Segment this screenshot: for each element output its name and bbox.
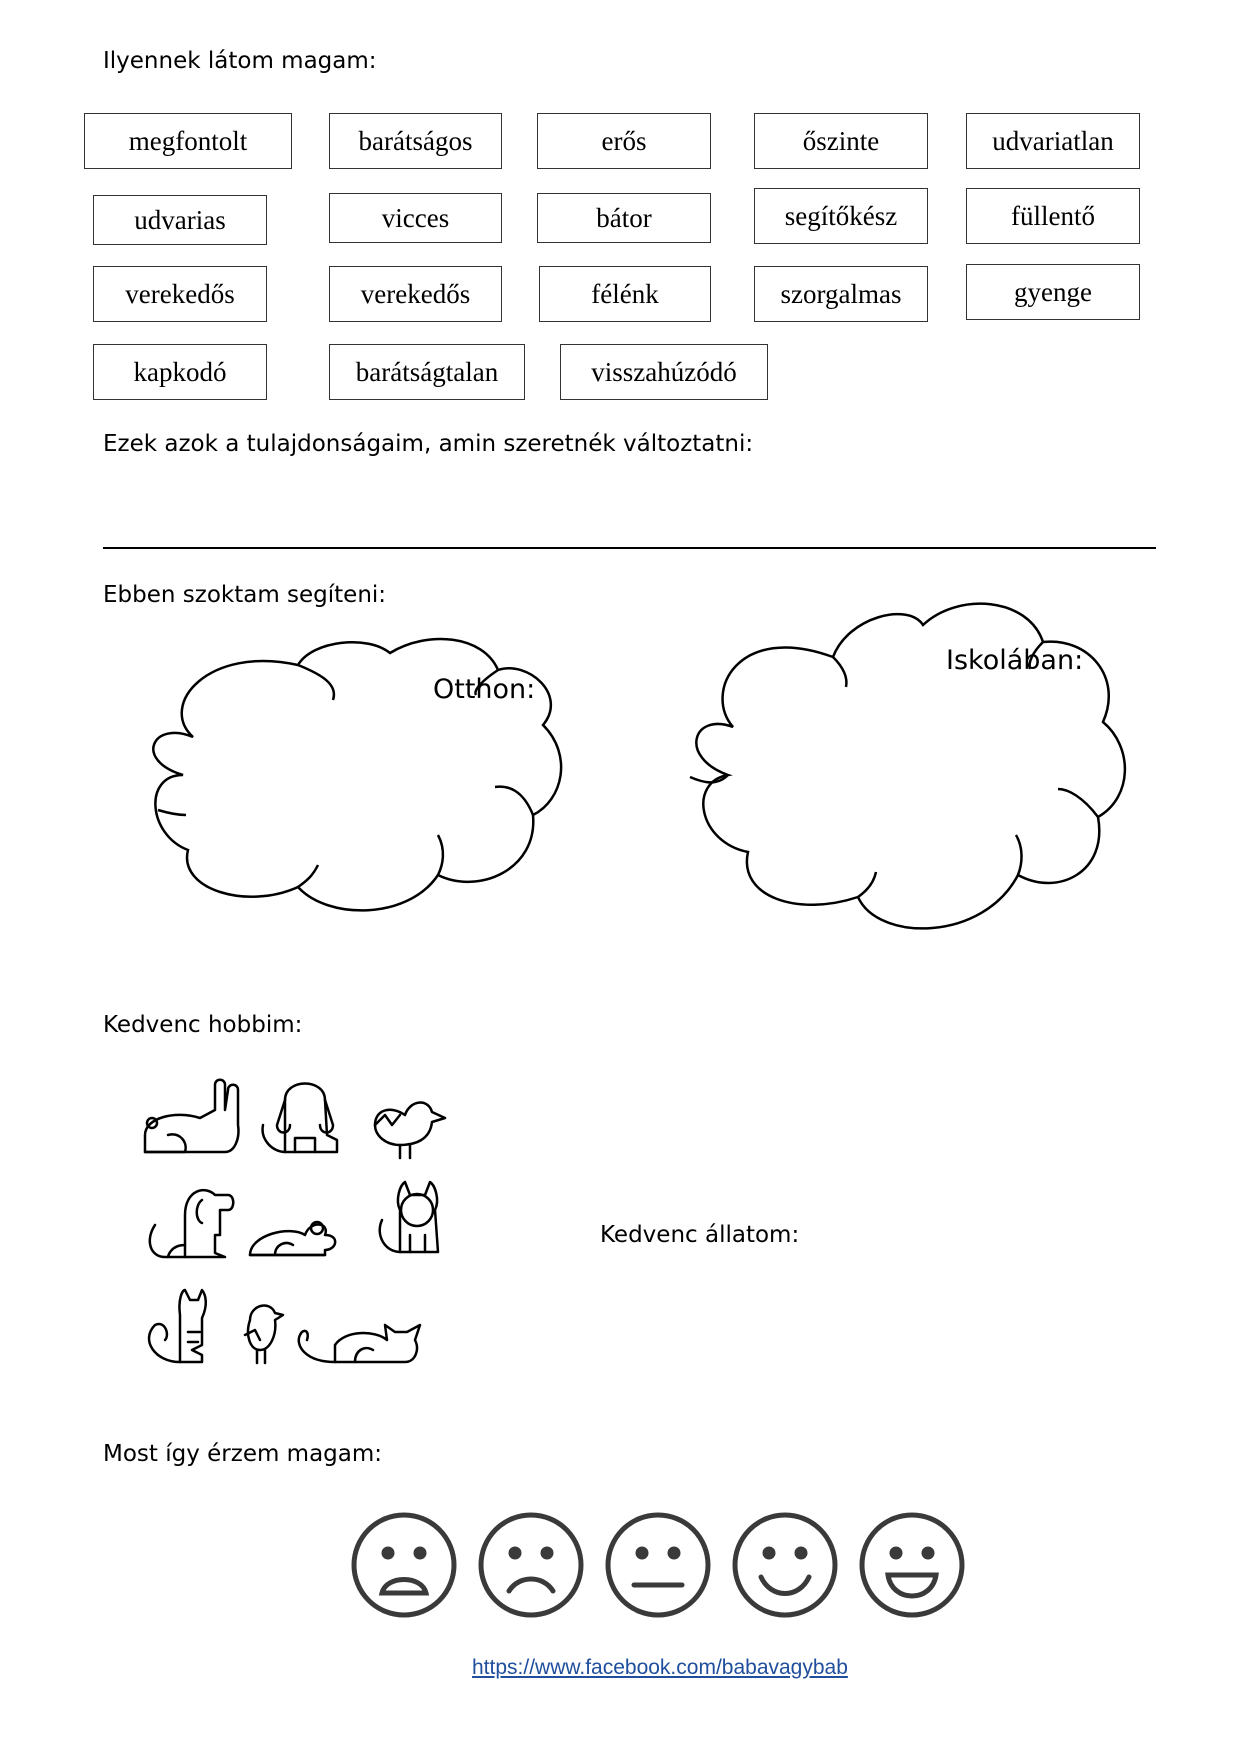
section-heading-feeling: Most így érzem magam: (103, 1441, 383, 1467)
section-heading-animal: Kedvenc állatom: (600, 1222, 800, 1248)
cloud-school-shape[interactable] (678, 597, 1168, 945)
facebook-link[interactable]: https://www.facebook.com/babavagybab (472, 1656, 848, 1679)
trait-box[interactable]: füllentő (966, 188, 1140, 244)
small-bird-icon (245, 1306, 283, 1363)
trait-box[interactable]: visszahúzódó (560, 344, 768, 400)
cloud-school-label: Iskolában: (946, 645, 1084, 676)
section-heading-change: Ezek azok a tulajdonságaim, amin szeretnék változtatni: (103, 431, 754, 457)
trait-box[interactable]: megfontolt (84, 113, 292, 169)
section-heading-hobby: Kedvenc hobbim: (103, 1012, 303, 1038)
bird-icon (375, 1103, 445, 1158)
very-sad-face-icon (354, 1515, 454, 1615)
mood-scale[interactable] (350, 1510, 990, 1630)
trait-box[interactable]: udvariatlan (966, 113, 1140, 169)
cat-sitting-icon (380, 1182, 438, 1252)
cloud-home-label: Otthon: (433, 674, 536, 705)
happy-face-icon (862, 1515, 962, 1615)
trait-box[interactable]: erős (537, 113, 711, 169)
cat-lying-icon (299, 1325, 420, 1362)
trait-box[interactable]: segítőkész (754, 188, 928, 244)
smile-face-icon (735, 1515, 835, 1615)
cloud-home-shape[interactable] (138, 625, 628, 925)
trait-box[interactable]: verekedős (329, 266, 502, 322)
dog-sitting-icon (150, 1190, 233, 1257)
rabbit-icon (145, 1080, 238, 1152)
trait-box[interactable]: verekedős (93, 266, 267, 322)
trait-box[interactable]: őszinte (754, 113, 928, 169)
trait-box[interactable]: bátor (537, 193, 711, 243)
trait-box[interactable]: barátságtalan (329, 344, 525, 400)
neutral-face-icon (608, 1515, 708, 1615)
trait-box[interactable]: gyenge (966, 264, 1140, 320)
trait-box[interactable]: barátságos (329, 113, 502, 169)
trait-box[interactable]: udvarias (93, 195, 267, 245)
sad-face-icon (481, 1515, 581, 1615)
answer-line[interactable] (103, 547, 1156, 549)
dog-icon (263, 1084, 337, 1153)
animal-icons[interactable] (140, 1080, 480, 1400)
trait-box[interactable]: vicces (329, 193, 502, 243)
section-heading-help: Ebben szoktam segíteni: (103, 582, 387, 608)
squirrel-icon (149, 1290, 206, 1362)
section-heading-self-image: Ilyennek látom magam: (103, 48, 377, 74)
trait-box[interactable]: félénk (539, 266, 711, 322)
trait-box[interactable]: szorgalmas (754, 266, 928, 322)
trait-box[interactable]: kapkodó (93, 344, 267, 400)
mouse-icon (250, 1222, 335, 1255)
